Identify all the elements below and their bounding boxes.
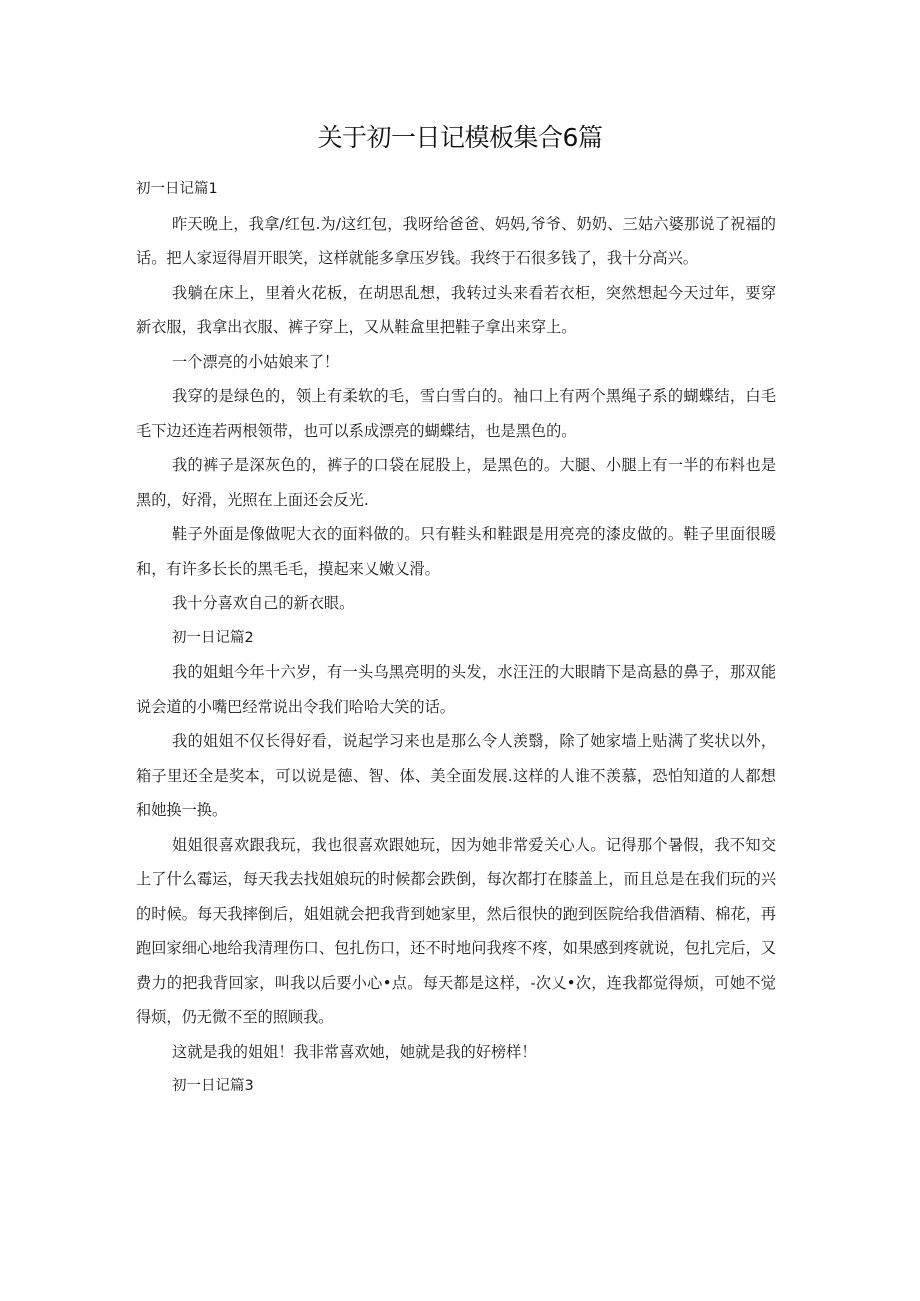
paragraph: 这就是我的姐姐！我非常喜欢她，她就是我的好榜样！: [172, 1042, 537, 1061]
paragraph: 我的姐姐不仅长得好看，说起学习来也是那么令人羡翳，除了她家墙上贴满了奖状以外，箱子里还全是奖本，可以说是德、智、体、美全面发展.这样的人谁不羡慕，恐怕知道的人都想和她换一换。: [136, 732, 776, 819]
paragraph: 我躺在床上，里着火花板，在胡思乱想，我转过头来看若衣柜，突然想起今天过年，要穿新衣服，我拿出衣服、裤子穿上，又从鞋盒里把鞋子拿出来穿上。: [136, 283, 776, 336]
paragraph: 姐姐很喜欢跟我玩，我也很喜欢跟她玩，因为她非常爱关心人。记得那个暑假，我不知交上了什么霉运，每天我去找姐娘玩的时候都会跌倒，每次都打在膝盖上，而且总是在我们玩的兴的时候。每天我摔倒后，姐姐就会把我背到她家里，然后很快的跑到医院给我借酒精、棉花，再跑回家细心地给我清理伤口、包扎伤口，还不时地问我疼不疼，如果感到疼就说，包扎完后，又费力的把我背回家，叫我以后要小心•点。每天都是这样，-次乂•次，连我都觉得烦，可她不觉得烦，仍无微不至的照顾我。: [136, 835, 776, 1026]
paragraph: 昨天晚上，我拿/红包.为/这红包，我呀给爸爸、妈妈,爷爷、奶奶、三姑六婆那说了祝福的话。把人家逗得眉开眼笑，这样就能多拿压岁钱。我终于石很多钱了，我十分高兴。: [136, 214, 776, 267]
document-body: [136, 172, 776, 1104]
paragraph: 鞋子外面是像做呢大衣的面料做的。只有鞋头和鞋跟是用亮亮的漆皮做的。鞋子里面很暖和，有许多长长的黑毛毛，摸起来乂嫩乂滑。: [136, 525, 776, 578]
document-title: 关于初一日记模板集合6篇: [317, 123, 603, 152]
paragraph: 一个漂亮的小姑娘来了！: [172, 352, 340, 371]
paragraph: 我的姐蛆今年十六岁，有一头乌黑亮明的头发，水汪汪的大眼睛下是高悬的鼻子，那双能说会道的小嘴巴经常说出令我们哈哈大笑的话。: [136, 663, 776, 716]
paragraph: 我穿的是绿色的，领上有柔软的毛，雪白雪白的。袖口上有两个黑绳子系的蝴蝶结，白毛毛下边还连若两根领带，也可以系成漂亮的蝴蝶结，也是黑色的。: [136, 387, 776, 440]
entry-heading-3: 初一日记篇3: [172, 1078, 254, 1094]
paragraph: 我十分喜欢自己的新衣眼。: [172, 594, 355, 612]
entry-heading-1: 初一日记篇1: [136, 181, 218, 197]
entry-heading-2: 初一日记篇2: [172, 629, 254, 646]
paragraph: 我的裤子是深灰色的，裤子的口袋在屁股上，是黑色的。大腿、小腿上有一半的布料也是黑的，好滑，光照在上面还会反光.: [136, 456, 776, 509]
